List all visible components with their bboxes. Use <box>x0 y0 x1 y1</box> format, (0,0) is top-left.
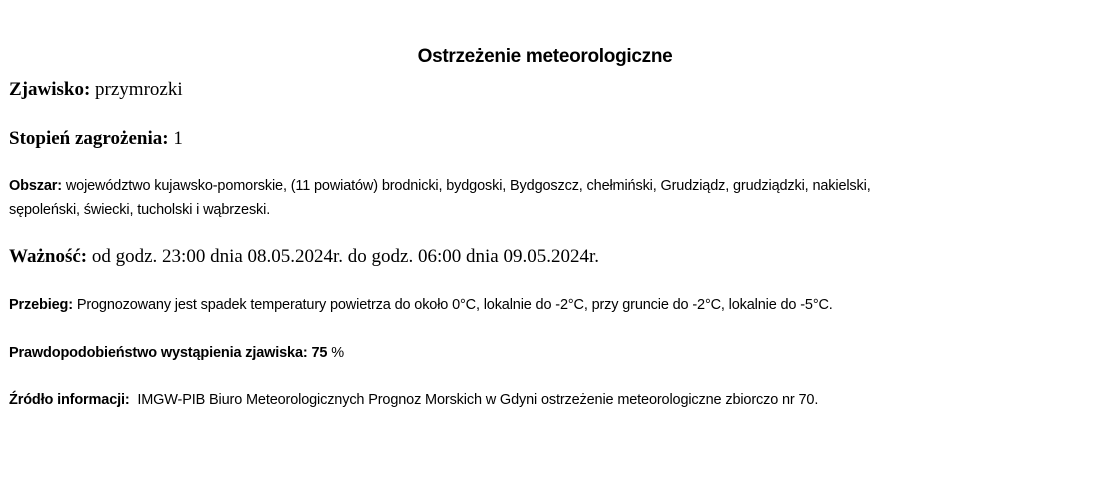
probability-row <box>9 341 344 365</box>
course-label: Przebieg: <box>9 297 73 313</box>
validity-row <box>9 246 599 268</box>
source-value: IMGW-PIB Biuro Meteorologicznych Prognoz Morskich w Gdyni ostrzeżenie meteorologiczne zbiorczo nr 70. <box>137 392 819 408</box>
level-value: 1 <box>173 128 183 149</box>
phenomenon-label: Zjawisko: <box>9 79 91 100</box>
document-title: Ostrzeżenie meteorologiczne <box>417 46 673 67</box>
level-row <box>9 128 183 150</box>
area-value-line1: województwo kujawsko-pomorskie, (11 powiatów) brodnicki, bydgoski, Bydgoszcz, chełmiński, Grudziądz, grudziądzki, nakielski, <box>65 178 871 194</box>
area-value-line2: sępoleński, świecki, tucholski i wąbrzeski. <box>9 202 271 218</box>
probability-value: 75 <box>311 345 328 361</box>
course-value: Prognozowany jest spadek temperatury powietrza do około 0°C, lokalnie do -2°C, przy gruncie do -2°C, lokalnie do -5°C. <box>76 297 833 313</box>
area-row <box>9 174 871 222</box>
area-label: Obszar: <box>9 178 62 194</box>
course-row <box>9 293 833 317</box>
source-label: Źródło informacji: <box>9 392 130 408</box>
phenomenon-value: przymrozki <box>95 79 183 100</box>
phenomenon-row <box>9 79 183 101</box>
validity-value: od godz. 23:00 dnia 08.05.2024r. do godz. 06:00 dnia 09.05.2024r. <box>91 246 600 267</box>
level-label: Stopień zagrożenia: <box>9 128 169 149</box>
probability-label: Prawdopodobieństwo wystąpienia zjawiska: <box>9 345 308 361</box>
validity-label: Ważność: <box>9 246 88 267</box>
probability-unit: % <box>331 345 344 361</box>
source-row <box>9 388 818 412</box>
